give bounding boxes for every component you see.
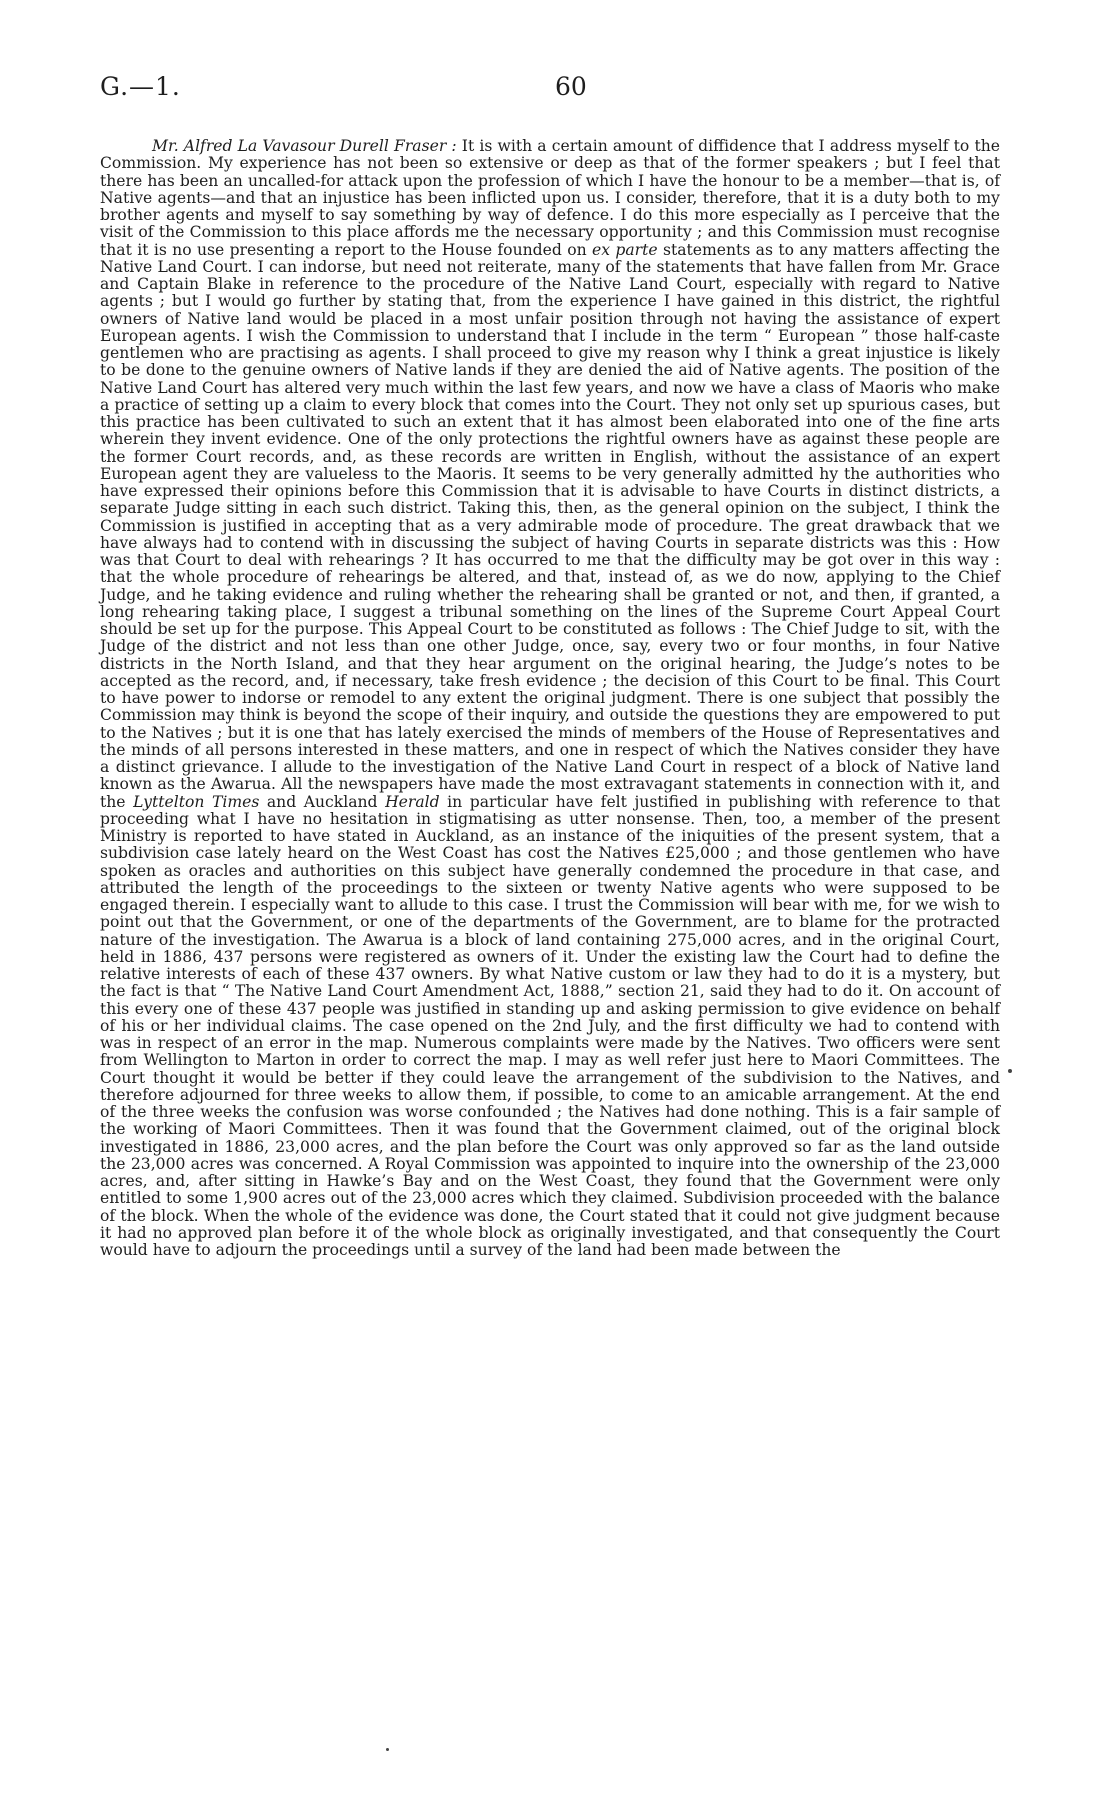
document-body: [100, 138, 1000, 1259]
stray-ink-mark: [1008, 1069, 1012, 1073]
page-number: 60: [555, 72, 587, 101]
newspaper-title: Herald: [385, 792, 440, 811]
latin-phrase: ex parte: [591, 240, 658, 259]
stray-ink-mark: [386, 1748, 389, 1751]
page-header: [100, 72, 994, 112]
text-segment: in particular have felt justified in publishing with reference to that proceeding what I have no hesitation in stigmatising as utter nonsense. Then, too, a member of the present Ministry is reported to have stated in Auckland, as an instance of the iniquities of the present system, that a subdivision case lately heard on the West Coast has cost the Natives £25,000 ; and those gentlemen who have spoken as oracles and authorities on this subject have generally condemned the procedure in that case, and attributed the length of the proceedings to the sixteen or twenty Native agents who were supposed to be engaged therein. I especially want to allude to this case. I trust the Commission will bear with me, for we wish to point out that the Government, or one of the departments of the Government, are to blame for the protracted nature of the investigation. The Awarua is a block of land containing 275,000 acres, and in the original Court, held in 1886, 437 persons were registered as owners of it. Under the existing law the Court had to define the relative interests of each of these 437 owners. By what Native custom or law they had to do it is a mystery, but the fact is that “ The Native Land Court Amendment Act, 1888,” section 21, said they had to do it. On account of this every one of these 437 people was justified in standing up and asking permission to give evidence on behalf of his or her individual claims. The case opened on the 2nd July, and the first difficulty we had to contend with was in respect of an error in the map. Numerous complaints were made by the Natives. Two officers were sent from Wellington to Marton in order to correct the map. I may as well refer just here to Maori Committees. The Court thought it would be better if they could leave the arrangement of the subdivision to the Natives, and therefore adjourned for three weeks to allow them, if possible, to come to an amicable arrangement. At the end of the three weeks the confusion was worse confounded ; the Natives had done nothing. This is a fair sample of the working of Maori Committees. Then it was found that the Government claimed, out of the original block investigated in 1886, 23,000 acres, and the plan before the Court was only approved so far as the land outside the 23,000 acres was concerned. A Royal Commission was appointed to inquire into the ownership of the 23,000 acres, and, after sitting in Hawke’s Bay and on the West Coast, they found that the Government were only entitled to some 1,900 acres out of the 23,000 acres which they claimed. Subdivision proceeded with the balance of the block. When the whole of the evidence was done, the Court stated that it could not give judgment because it had no approved plan before it of the whole block as originally investigated, and that consequently the Court would have to adjourn the proceedings until a survey of the land had been made between the: [100, 792, 1001, 1259]
speaker-name: Mr. Alfred La Vavasour Durell Fraser :: [152, 137, 457, 155]
testimony-paragraph: [100, 138, 1000, 1259]
text-segment: statements as to any matters affecting the Native Land Court. I can indorse, but need not reiterate, many of the statements that have fallen from Mr. Grace and Captain Blake in reference to the procedure of the Native Land Court, especially with regard to Native agents ; but I would go further by stating that, from the experience I have gained in this district, the rightful owners of Native land would be placed in a most unfair position through not having the assistance of expert European agents. I wish the Commission to understand that I include in the term “ European ” those half-caste gentlemen who are practising as agents. I shall proceed to give my reason why I think a great injustice is likely to be done to the genuine owners of Native lands if they are denied the aid of Native agents. The position of the Native Land Court has altered very much within the last few years, and now we have a class of Maoris who make a practice of setting up a claim to every block that comes into the Court. They not only set up spurious cases, but this practice has been cultivated to such an extent that it has almost been elaborated into one of the fine arts wherein they invent evidence. One of the only protections the rightful owners have as against these people are the former Court records, and, as these records are written in English, without the assistance of an expert European agent they are valueless to the Maoris. It seems to be very generally admitted hy the authorities who have expressed their opinions before this Commission that it is advisable to have Courts in distinct districts, a separate Judge sitting in each such district. Taking this, then, as the general opinion on the subject, I think the Commission is justified in accepting that as a very admirable mode of procedure. The great drawback that we have always had to contend with in discussing the subject of having Courts in separate districts was this : How was that Court to deal with rehearings ? It has occurred to me that the difficulty may be got over in this way : that the whole procedure of rehearings be altered, and that, instead of, as we do now, applying to the Chief Judge, and he taking evidence and ruling whether the rehearing shall be granted or not, and then, if granted, a long rehearing taking place, I suggest a tribunal something on the lines of the Supreme Court Appeal Court should be set up for the purpose. This Appeal Court to be constituted as follows : The Chief Judge to sit, with the Judge of the district and not less than one other Judge, once, say, every two or four months, in four Native districts in the North Island, and that they hear argument on the original hearing, the Judge’s notes to be accepted as the record, and, if necessary, take fresh evidence ; the decision of this Court to be final. This Court to have power to indorse or remodel to any extent the original judgment. There is one subject that possibly the Commission may think is beyond the scope of their inquiry, and outside the questions they are empowered to put to the Natives ; but it is one that has lately exercised the minds of members of the House of Representatives and the minds of all persons interested in these matters, and one in respect of which the Natives consider they have a distinct grievance. I allude to the investigation of the Native Land Court in respect of a block of Native land known as the Awarua. All the newspapers have made the most extravagant statements in connection with it, and the: [100, 240, 1000, 811]
text-segment: and Auckland: [259, 792, 386, 811]
text-segment: It is with a certain amount of diffidence that I address myself to the Commission. My experience has not been so extensive or deep as that of the former speakers ; but I feel that there has been an uncalled-for attack upon the profession of which I have the honour to be a member—that is, of Native agents—and that an injustice has been inflicted upon us. I consider, therefore, that it is a duty both to my brother agents and myself to say something by way of defence. I do this more especially as I perceive that the visit of the Commission to this place affords me the necessary opportunity ; and this Commission must recognise that it is no use presenting a report to the House founded on: [100, 137, 1000, 259]
newspaper-title: Lyttelton Times: [133, 792, 260, 811]
document-code: G.—1.: [100, 72, 181, 101]
